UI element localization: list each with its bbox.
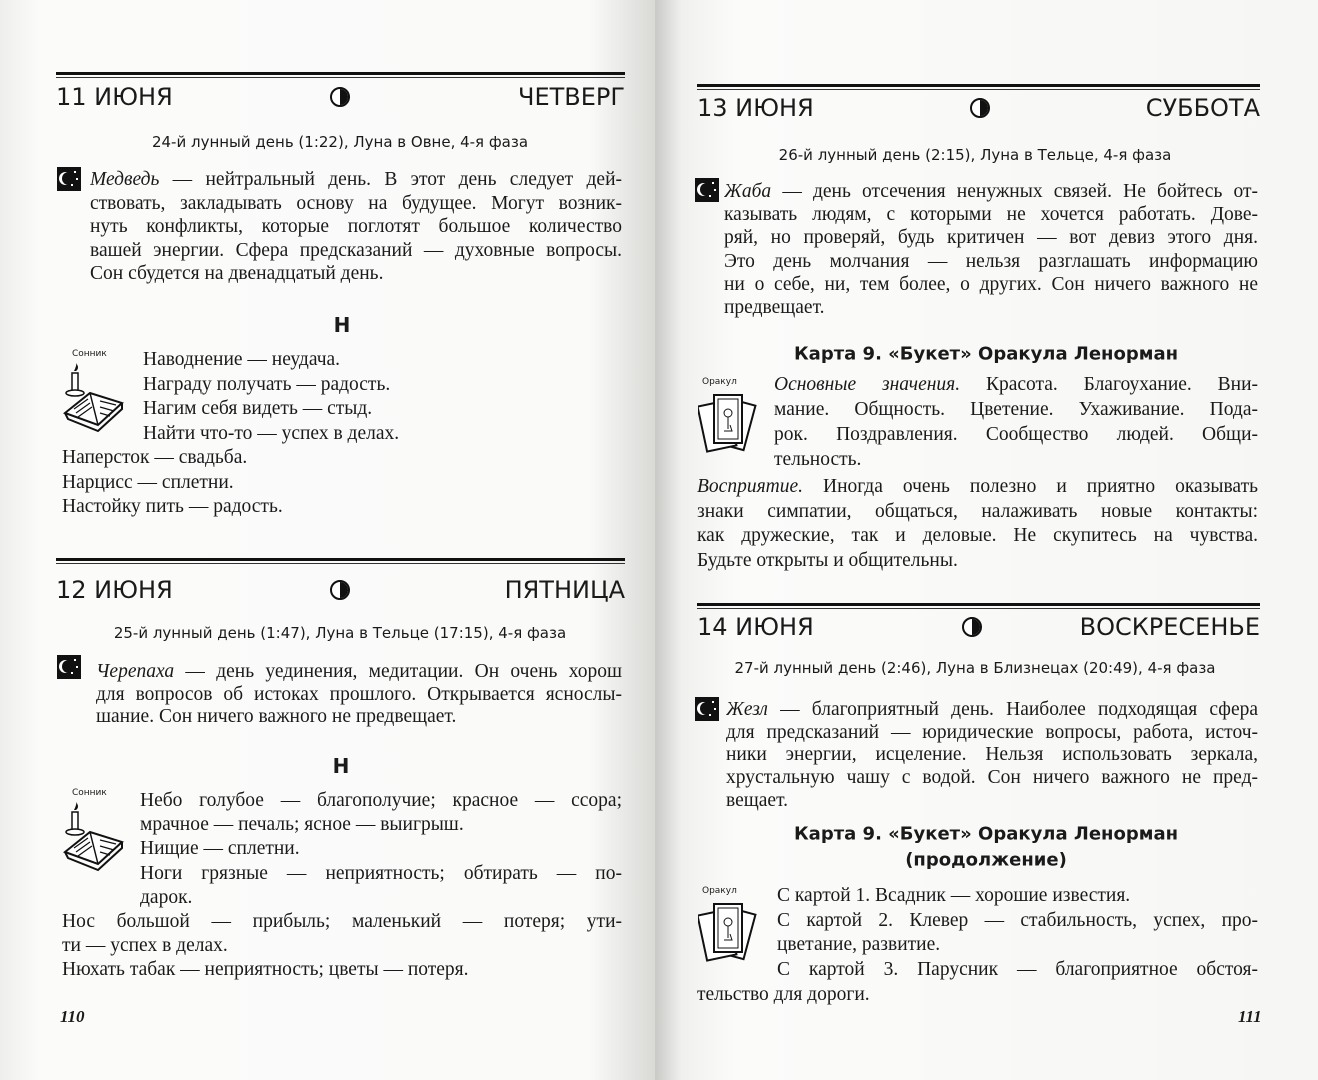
text-line <box>143 397 372 421</box>
weekday-heading: СУББОТА <box>1145 94 1260 122</box>
section-rule <box>56 72 625 75</box>
section-letter: Н <box>332 754 350 778</box>
lead-term: Восприятие. <box>697 476 803 497</box>
moon-day-icon <box>57 167 81 191</box>
text-line <box>90 262 383 286</box>
sonnik-label: Сонник <box>72 788 107 798</box>
oracle-cards-icon <box>698 900 762 970</box>
lunar-day-info: 25-й лунный день (1:47), Луна в Тельце (17:15), 4-я фаза <box>113 624 567 642</box>
line-text: тельность. <box>774 449 862 470</box>
card-heading: Карта 9. «Букет» Оракула Ленорман <box>793 343 1179 365</box>
section-rule <box>697 84 1260 87</box>
line-text: ряй, но проверяй, будь критичен — вот девиз этого дня. <box>724 227 1258 249</box>
line-text: дарок. <box>140 886 193 908</box>
line-text: — день отсечения ненужных связей. Не бойтесь от- <box>771 181 1258 202</box>
text-line <box>62 958 469 982</box>
oracle-label: Оракул <box>702 377 737 387</box>
line-text: — нейтральный день. В этот день следует дей- <box>159 169 622 190</box>
text-line <box>62 495 283 519</box>
line-text: Нюхать табак — неприятность; цветы — потеря. <box>62 959 469 981</box>
text-line <box>143 422 399 446</box>
date-heading: 11 ИЮНЯ <box>56 83 173 111</box>
text-line <box>697 524 1258 548</box>
line-text: С картой 3. Парусник — благоприятное обстоя- <box>777 959 1258 981</box>
text-line <box>90 192 622 216</box>
text-line <box>143 348 340 372</box>
text-line <box>726 698 1258 722</box>
line-text: ни о себе, ни, тем более, о других. Сон ничего важного не <box>724 273 1258 295</box>
card-heading-continued: (продолжение) <box>905 849 1067 871</box>
moon-phase-icon <box>970 98 990 118</box>
text-line <box>726 789 788 813</box>
text-line <box>90 215 622 239</box>
line-text: Наводнение — неудача. <box>143 349 341 370</box>
line-text: ти — успех в делах. <box>62 935 228 957</box>
line-text: Настойку пить — радость. <box>62 496 283 517</box>
oracle-label: Оракул <box>702 886 737 896</box>
line-text: Будьте открыты и общительны. <box>697 549 958 571</box>
sonnik-label: Сонник <box>72 349 107 359</box>
line-text: хрустальную чашу с водой. Сон ничего важного не пред- <box>726 767 1258 789</box>
text-line <box>96 705 456 729</box>
line-text: С картой 2. Клевер — стабильность, успех, про- <box>777 909 1258 931</box>
text-line <box>774 448 861 472</box>
moon-day-icon <box>695 178 719 202</box>
line-text: Иногда очень полезно и приятно оказывать <box>803 476 1258 497</box>
line-text: Небо голубое — благополучие; красное — ссора; <box>140 790 622 811</box>
text-line <box>62 446 247 470</box>
lunar-day-info: 26-й лунный день (2:15), Луна в Тельце, 4-я фаза <box>778 146 1172 164</box>
page-number: 111 <box>1238 1007 1262 1026</box>
line-text: для вопросов об истоках прошлого. Открывается яснослы- <box>96 683 622 705</box>
text-line <box>777 909 1258 933</box>
text-line <box>774 423 1258 447</box>
line-text: — день уединения, медитации. Он очень хорош <box>174 661 622 682</box>
line-text: мрачное — печаль; ясное — выигрыш. <box>140 814 464 836</box>
text-line <box>697 549 958 573</box>
line-text: предвещает. <box>724 297 825 318</box>
line-text: Ноги грязные — неприятность; обтирать — по- <box>140 862 622 884</box>
line-text: Наперсток — свадьба. <box>62 447 248 468</box>
line-text: Награду получать — радость. <box>143 373 391 395</box>
card-heading: Карта 9. «Букет» Оракула Ленорман <box>793 823 1179 845</box>
text-line <box>90 239 622 263</box>
line-text: С картой 1. Всадник — хорошие известия. <box>777 885 1131 906</box>
text-line <box>724 226 1258 250</box>
text-line <box>724 203 1258 227</box>
line-text: как дружеские, так и деловые. Не скупитесь на чувства. <box>697 525 1258 546</box>
moon-day-icon <box>57 655 81 679</box>
page-number: 110 <box>60 1007 85 1026</box>
section-rule <box>56 558 625 561</box>
section-rule <box>697 603 1260 606</box>
text-line <box>62 934 228 958</box>
line-text: Нищие — сплетни. <box>140 838 300 860</box>
text-line <box>724 180 1258 204</box>
text-line <box>143 373 390 397</box>
lead-term: Основные значения. <box>774 374 961 395</box>
moon-day-icon <box>695 697 719 721</box>
line-text: Это день молчания — нельзя разглашать информацию <box>724 250 1258 272</box>
weekday-heading: ВОСКРЕСЕНЬЕ <box>1079 613 1260 641</box>
line-text: Красота. Благоухание. Вни- <box>960 374 1258 395</box>
line-text: вещает. <box>726 789 789 811</box>
text-line <box>724 296 825 320</box>
line-text: Нос большой — прибыль; маленький — потеря; ути- <box>62 911 622 932</box>
line-text: Найти что-то — успех в делах. <box>143 422 400 444</box>
text-line <box>697 500 1258 524</box>
line-text: мание. Общность. Цветение. Ухаживание. Пода- <box>774 399 1258 420</box>
moon-phase-icon <box>962 617 982 637</box>
line-text: рок. Поздравления. Сообщество людей. Общи- <box>774 424 1258 445</box>
lunar-day-info: 27-й лунный день (2:46), Луна в Близнецах (20:49), 4-я фаза <box>734 659 1216 677</box>
line-text: казывать людям, с которыми не хочется работать. Дове- <box>724 204 1258 226</box>
section-letter: Н <box>333 313 351 337</box>
line-text: цветание, развитие. <box>777 934 941 956</box>
text-line <box>724 273 1258 297</box>
lead-term: Медведь <box>90 169 160 190</box>
text-line <box>774 398 1258 422</box>
text-line <box>726 721 1258 745</box>
text-line <box>90 168 622 192</box>
text-line <box>697 475 1258 499</box>
text-line <box>96 683 622 707</box>
weekday-heading: ПЯТНИЦА <box>504 576 625 604</box>
line-text: ники энергии, исцеление. Нельзя использовать зеркала, <box>726 744 1258 766</box>
text-line <box>96 660 622 684</box>
text-line <box>726 743 1258 767</box>
line-text: Сон сбудется на двенадцатый день. <box>90 263 384 284</box>
text-line <box>140 813 464 837</box>
line-text: тельство для дороги. <box>697 983 870 1005</box>
line-text: для предсказаний — юридические вопросы, работа, источ- <box>726 721 1258 743</box>
date-heading: 13 ИЮНЯ <box>697 94 814 122</box>
date-heading: 12 ИЮНЯ <box>56 576 173 604</box>
text-line <box>777 884 1130 908</box>
text-line <box>777 933 940 957</box>
weekday-heading: ЧЕТВЕРГ <box>517 83 625 111</box>
text-line <box>697 983 870 1007</box>
text-line <box>140 789 622 813</box>
line-text: знаки симпатии, общаться, налаживать новые контакты: <box>697 500 1258 522</box>
lead-term: Жаба <box>724 181 772 202</box>
text-line <box>62 910 622 934</box>
lunar-day-info: 24-й лунный день (1:22), Луна в Овне, 4-я фаза <box>151 133 529 151</box>
line-text: вашей энергии. Сфера предсказаний — духовные вопросы. <box>90 239 622 261</box>
moon-phase-icon <box>330 87 350 107</box>
text-line <box>774 373 1258 397</box>
line-text: ствовать, закладывать основу на будущее. Могут возник- <box>90 192 622 214</box>
dream-book-candle-icon <box>60 363 130 433</box>
moon-phase-icon <box>330 580 350 600</box>
text-line <box>140 886 192 910</box>
lead-term: Черепаха <box>96 661 175 682</box>
lead-term: Жезл <box>726 699 768 720</box>
text-line <box>140 862 622 886</box>
text-line <box>726 766 1258 790</box>
line-text: Нарцисс — сплетни. <box>62 471 234 493</box>
text-line <box>777 958 1258 982</box>
oracle-cards-icon <box>698 391 762 461</box>
line-text: — благоприятный день. Наиболее подходящая сфера <box>767 699 1258 720</box>
text-line <box>62 471 234 495</box>
dream-book-candle-icon <box>60 802 130 872</box>
line-text: шание. Сон ничего важного не предвещает. <box>96 706 457 727</box>
date-heading: 14 ИЮНЯ <box>697 613 814 641</box>
line-text: Нагим себя видеть — стыд. <box>143 398 373 419</box>
text-line <box>724 250 1258 274</box>
line-text: нуть конфликты, которые поглотят большое количество <box>90 216 622 237</box>
text-line <box>140 837 300 861</box>
